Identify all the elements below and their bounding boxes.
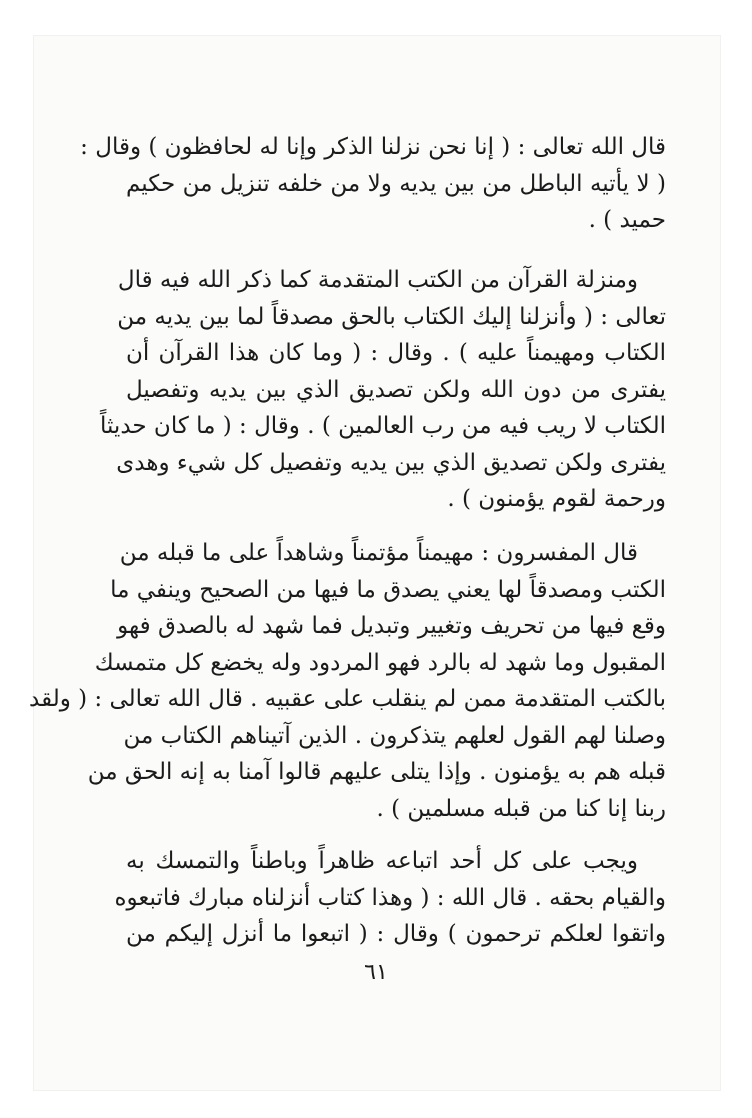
- text-line: ورحمة لقوم يؤمنون ) .: [447, 486, 666, 512]
- text-line: ومنزلة القرآن من الكتب المتقدمة كما ذكر الله فيه قال: [117, 267, 638, 293]
- text-line: والقيام بحقه . قال الله : ( وهذا كتاب أنزلناه مبارك فاتبعوه: [114, 884, 666, 911]
- paragraph-1: [80, 129, 666, 239]
- text-line: الكتاب لا ريب فيه من رب العالمين ) . وقال : ( ما كان حديثاً: [99, 413, 666, 439]
- text-line: بالكتب المتقدمة ممن لم ينقلب على عقبيه . قال الله تعالى : ( ولقد: [29, 686, 666, 712]
- paragraph-2: [99, 262, 666, 518]
- text-line: ربنا إنا كنا من قبله مسلمين ) .: [376, 795, 666, 822]
- text-line: قال الله تعالى : ( إنا نحن نزلنا الذكر وإنا له لحافظون ) وقال :: [80, 134, 666, 160]
- text-line: ويجب على كل أحد اتباعه ظاهراً وباطناً والتمسك به: [126, 848, 638, 874]
- text-line: المقبول وما شهد له بالرد فهو المردود وله يخضع كل متمسك: [94, 649, 666, 676]
- text-line: ( لا يأتيه الباطل من بين يديه ولا من خلفه تنزيل من حكيم: [126, 170, 666, 197]
- text-line: حميد ) .: [588, 207, 666, 233]
- text-line: الكتاب ومهيمناً عليه ) . وقال : ( وما كان هذا القرآن أن: [126, 340, 666, 366]
- text-line: تعالى : ( وأنزلنا إليك الكتاب بالحق مصدقاً لما بين يديه من: [117, 303, 666, 330]
- text-line: وقع فيها من تحريف وتغيير وتبديل فما شهد له بالصدق فهو: [117, 613, 666, 639]
- text-line: قال المفسرون : مهيمناً مؤتمناً وشاهداً على ما قبله من: [119, 540, 638, 566]
- paragraph-4: [114, 843, 666, 953]
- text-line: وصلنا لهم القول لعلهم يتذكرون . الذين آتيناهم الكتاب من: [123, 722, 666, 749]
- paragraph-3: [29, 535, 666, 827]
- text-line: قبله هم به يؤمنون . وإذا يتلى عليهم قالوا آمنا به إنه الحق من: [87, 759, 666, 785]
- page-number: ٦١: [364, 960, 388, 985]
- text-line: يفترى من دون الله ولكن تصديق الذي بين يديه وتفصيل: [126, 376, 666, 403]
- text-line: الكتب ومصدقاً لها يعني يصدق ما فيها من الصحيح وينفي ما: [110, 576, 666, 603]
- text-line: يفترى ولكن تصديق الذي بين يديه وتفصيل كل شيء وهدى: [116, 449, 666, 476]
- text-line: واتقوا لعلكم ترحمون ) وقال : ( اتبعوا ما أنزل إليكم من: [126, 921, 666, 947]
